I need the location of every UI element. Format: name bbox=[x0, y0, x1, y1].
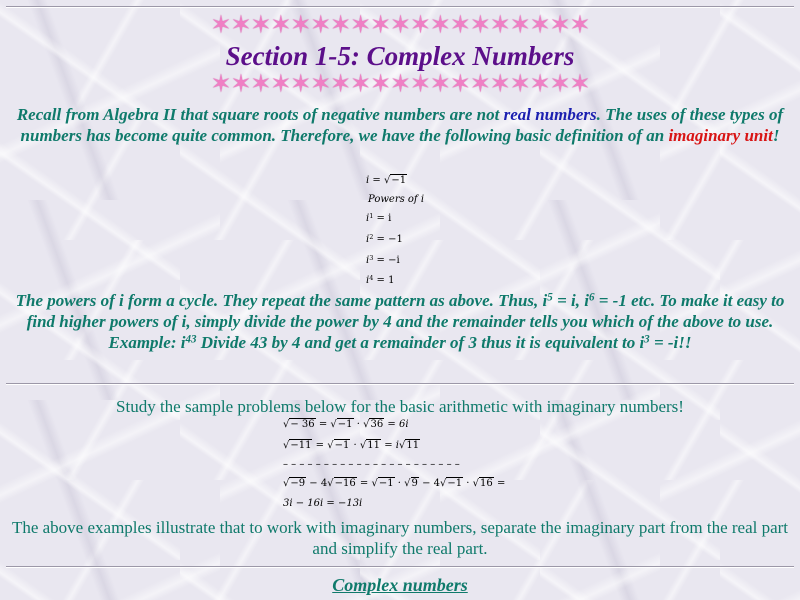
powers-heading bbox=[368, 193, 424, 207]
equals-sign: = bbox=[493, 478, 506, 489]
exponent: 1 bbox=[369, 211, 374, 220]
example-3: √−9 − 4√−16 = √−1 · √9 − 4√−1 · √16 = bbox=[283, 478, 506, 489]
radicand: −1 bbox=[334, 440, 350, 451]
equals-sign: = bbox=[384, 419, 399, 430]
equals-sign: = bbox=[381, 440, 396, 451]
intro-paragraph bbox=[6, 104, 794, 146]
radicand: −1 bbox=[391, 175, 407, 186]
powers-heading-text: Powers of i bbox=[368, 194, 425, 205]
power-4 bbox=[366, 274, 394, 288]
power-value: = −1 bbox=[373, 234, 403, 245]
power-1 bbox=[366, 212, 391, 226]
top-divider bbox=[6, 6, 794, 8]
exponent: 4 bbox=[369, 273, 374, 282]
radicand: −16 bbox=[334, 478, 356, 489]
i-symbol: i bbox=[395, 440, 399, 451]
radicand: − 36 bbox=[290, 419, 315, 430]
equals-sign: = bbox=[356, 478, 372, 489]
intro-text-3: ! bbox=[772, 126, 780, 145]
exponent: 3 bbox=[644, 333, 650, 346]
radicand: 9 bbox=[411, 478, 418, 489]
complex-numbers-link[interactable]: Complex numbers bbox=[332, 575, 468, 595]
power-value: = −i bbox=[373, 255, 400, 266]
radicand: −1 bbox=[337, 419, 353, 430]
power-base: i bbox=[366, 275, 370, 286]
example-2: √−11 = √−1 · √11 = i√11 bbox=[283, 440, 420, 451]
radicand: 36 bbox=[370, 419, 384, 430]
cycle-text-2: = i, i bbox=[552, 291, 589, 310]
power-value: = 1 bbox=[373, 275, 395, 286]
power-2 bbox=[366, 233, 403, 247]
minus-term: − 4 bbox=[418, 478, 440, 489]
power-3 bbox=[366, 254, 400, 268]
power-base: i bbox=[366, 255, 370, 266]
equals-sign: = bbox=[312, 440, 328, 451]
intro-text-1: Recall from Algebra II that square roots of negative numbers are not bbox=[16, 105, 504, 124]
exponent: 5 bbox=[547, 291, 553, 304]
star-border-bottom: ✶✶✶✶✶✶✶✶✶✶✶✶✶✶✶✶✶✶✶ bbox=[210, 71, 590, 98]
multiply-dot: · bbox=[463, 478, 473, 489]
study-instruction: Study the sample problems below for the basic arithmetic with imaginary numbers! bbox=[116, 397, 684, 416]
exponent: 43 bbox=[185, 333, 197, 346]
cycle-paragraph bbox=[6, 290, 794, 353]
page-title: Section 1-5: Complex Numbers bbox=[225, 41, 575, 71]
result: 6i bbox=[398, 419, 409, 430]
cycle-text-5: = -i!! bbox=[649, 333, 692, 352]
cycle-text-4: Divide 43 by 4 and get a remainder of 3 thus it is equivalent to i bbox=[196, 333, 645, 352]
imaginary-unit-term: imaginary unit bbox=[668, 126, 773, 145]
example-4: 3i − 16i = −13i bbox=[283, 498, 363, 509]
intro-text-2: . The uses of these types of numbers has become quite common. Therefore, we have the following basic definition of an bbox=[20, 105, 784, 145]
exponent: 3 bbox=[369, 253, 374, 262]
radicand: 11 bbox=[406, 440, 420, 451]
minus-term: − 4 bbox=[306, 478, 328, 489]
exponent: 6 bbox=[588, 291, 595, 304]
power-base: i bbox=[366, 213, 370, 224]
radicand: 16 bbox=[480, 478, 493, 489]
exponent: 2 bbox=[369, 232, 374, 241]
section-divider-2 bbox=[6, 566, 794, 568]
multiply-dot: · bbox=[350, 440, 360, 451]
real-numbers-term: real numbers bbox=[503, 105, 597, 124]
dashed-separator: – – – – – – – – – – – – – – – – – – – – – – bbox=[283, 459, 460, 470]
equals-sign: = bbox=[369, 175, 384, 186]
cycle-text-1: The powers of i form a cycle. They repeat the same pattern as above. Thus, i bbox=[15, 291, 548, 310]
radicand: −9 bbox=[290, 478, 306, 489]
power-base: i bbox=[366, 234, 370, 245]
radicand: 11 bbox=[367, 440, 381, 451]
power-value: = i bbox=[373, 213, 392, 224]
radicand: −1 bbox=[447, 478, 463, 489]
cycle-text-3: = -1 etc. To make it easy to find higher powers of i, simply divide the power by 4 and the remainder tells you which of the above to use. Example: i bbox=[26, 291, 785, 352]
star-border-top: ✶✶✶✶✶✶✶✶✶✶✶✶✶✶✶✶✶✶✶ bbox=[210, 12, 590, 39]
i-definition: i = √−1 bbox=[366, 175, 407, 186]
radicand: −1 bbox=[378, 478, 394, 489]
radicand: −11 bbox=[290, 440, 312, 451]
section-divider-1 bbox=[6, 383, 794, 385]
equals-sign: = bbox=[315, 419, 331, 430]
multiply-dot: · bbox=[353, 419, 364, 430]
multiply-dot: · bbox=[394, 478, 405, 489]
i-symbol: i bbox=[366, 175, 370, 186]
example-1: √− 36 = √−1 · √36 = 6i bbox=[283, 419, 409, 430]
conclusion-paragraph: The above examples illustrate that to work with imaginary numbers, separate the imaginary part from the real part and simplify the real part. bbox=[11, 518, 789, 558]
